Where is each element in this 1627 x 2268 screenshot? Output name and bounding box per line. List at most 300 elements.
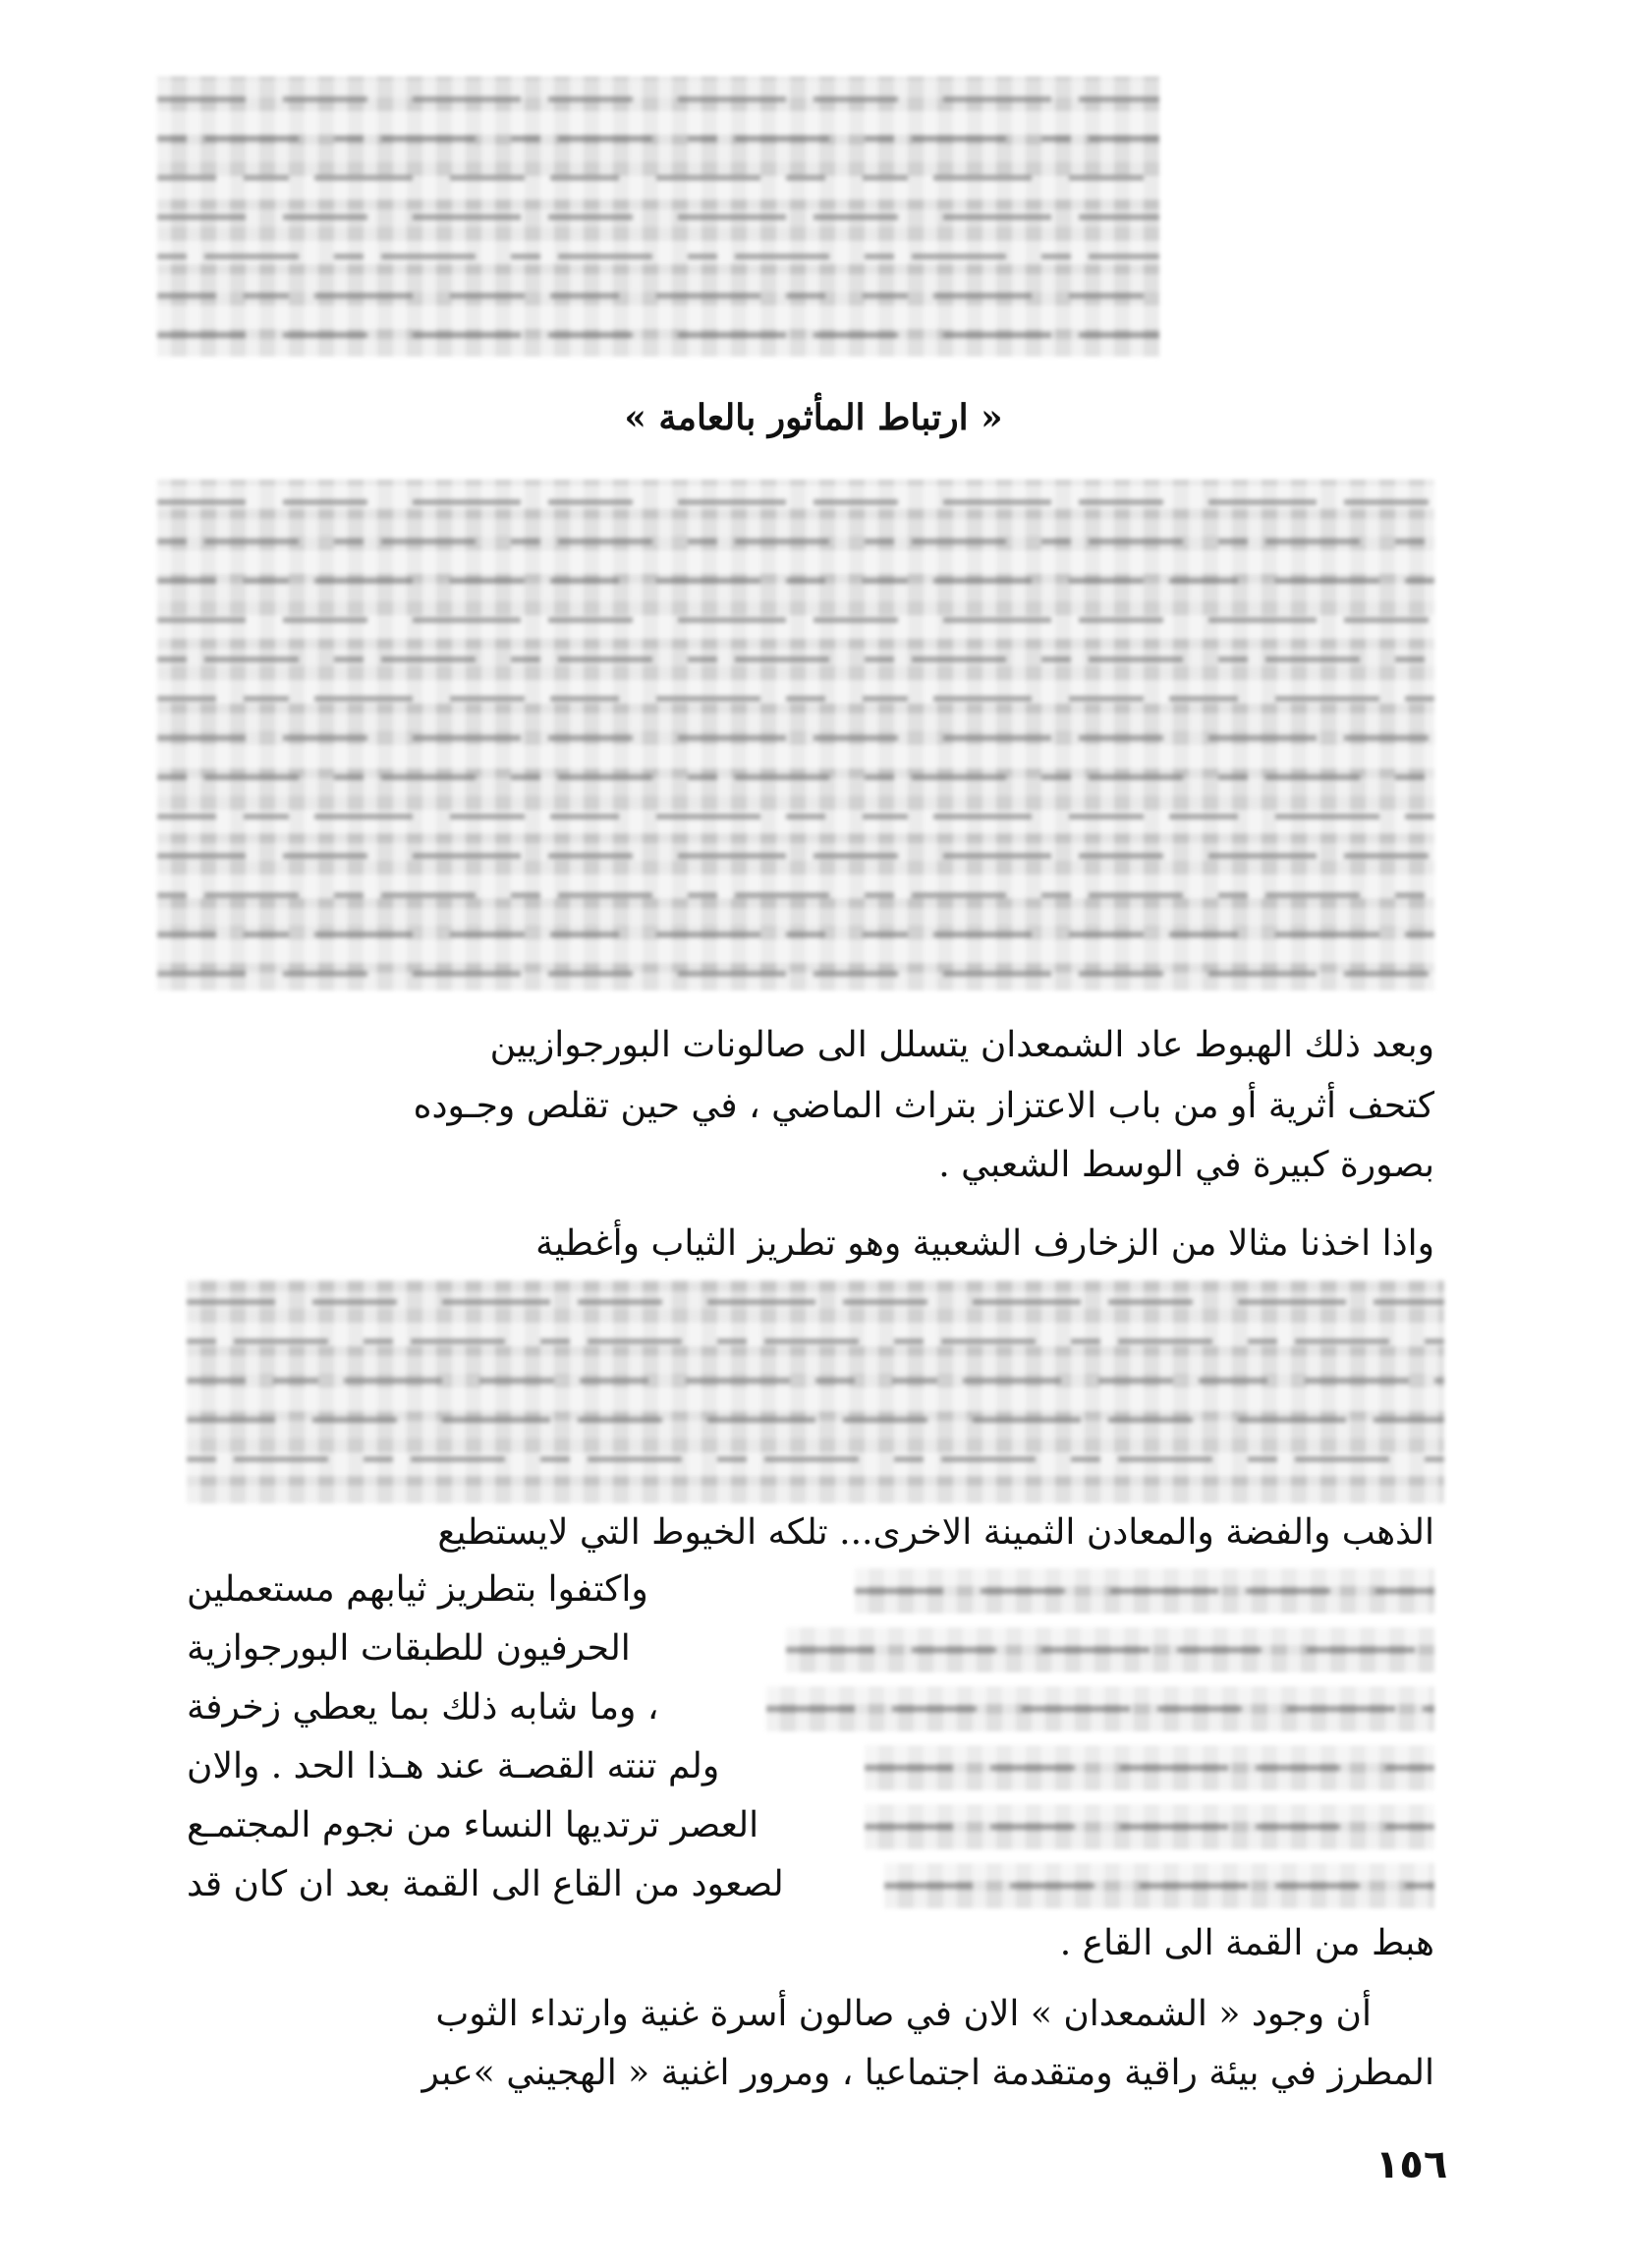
obscured-stroke: [1157, 1706, 1242, 1712]
obscured-stroke: [244, 578, 289, 584]
obscured-stroke: [381, 254, 476, 259]
obscured-stroke: [814, 735, 898, 741]
obscured-stroke: [943, 735, 1051, 741]
obscured-stroke: [786, 175, 825, 181]
obscured-stroke: [540, 1456, 570, 1462]
obscured-stroke: [157, 175, 216, 181]
obscured-stroke: [1079, 735, 1163, 741]
obscured-stroke: [1275, 578, 1379, 584]
obscured-stroke: [912, 539, 1006, 544]
obscured-stroke: [187, 1338, 216, 1344]
obscured-stroke: [550, 175, 619, 181]
obscured-stroke: [678, 853, 786, 859]
obscured-stroke: [157, 971, 246, 977]
obscured-stroke: [933, 696, 1032, 702]
obscured-stroke: [766, 1706, 855, 1712]
obscured-stroke: [411, 1456, 505, 1462]
obscured-stroke: [1374, 1299, 1444, 1305]
obscured-stroke: [688, 539, 717, 544]
obscured-stroke: [1405, 1883, 1434, 1889]
obscured-stroke: [1305, 1378, 1409, 1384]
obscured-stroke: [1041, 892, 1071, 898]
obscured-stroke: [1199, 1378, 1267, 1384]
obscured-stroke: [312, 1299, 397, 1305]
obscured-stroke: [863, 175, 908, 181]
obscured-stroke: [1375, 1588, 1434, 1594]
obscured-stroke: [511, 892, 540, 898]
text-line: العصر ترتديها النساء من نجوم المجتمـع: [187, 1805, 759, 1845]
obscured-stroke: [678, 332, 786, 338]
obscured-stroke: [814, 617, 898, 623]
obscured-text-fragment: [766, 1686, 1434, 1731]
obscured-stroke: [735, 656, 829, 662]
obscured-stroke: [204, 539, 299, 544]
obscured-stroke: [1385, 1824, 1434, 1830]
obscured-stroke: [1079, 853, 1163, 859]
text-line: واذا اخذنا مثالا من الزخارف الشعبية وهو تطريز الثياب وأغطية: [535, 1223, 1434, 1264]
obscured-stroke: [314, 696, 413, 702]
obscured-stroke: [990, 1765, 1075, 1771]
obscured-stroke: [1307, 1647, 1415, 1653]
obscured-stroke: [933, 293, 1032, 299]
obscured-stroke: [1218, 774, 1248, 780]
obscured-stroke: [814, 332, 898, 338]
obscured-stroke: [550, 578, 619, 584]
obscured-stroke: [933, 175, 1032, 181]
obscured-stroke: [1010, 1883, 1094, 1889]
obscured-stroke: [1089, 774, 1183, 780]
obscured-stroke: [1079, 96, 1159, 102]
obscured-stroke: [381, 892, 476, 898]
obscured-stroke: [707, 1299, 815, 1305]
obscured-stroke: [244, 814, 289, 820]
obscured-stroke: [244, 932, 289, 937]
obscured-stroke: [511, 656, 540, 662]
obscured-stroke: [314, 578, 413, 584]
obscured-stroke: [764, 1456, 859, 1462]
obscured-stroke: [1344, 499, 1429, 505]
obscured-stroke: [686, 1378, 790, 1384]
obscured-stroke: [1079, 214, 1159, 220]
obscured-text-fragment: [865, 1804, 1434, 1849]
text-line: لصعود من القاع الى القمة بعد ان كان قد: [187, 1864, 784, 1904]
obscured-stroke: [558, 892, 652, 898]
obscured-stroke: [1275, 1883, 1360, 1889]
obscured-stroke: [943, 971, 1051, 977]
text-line: المطرز في بيئة راقية ومتقدمة اجتماعيا ، ومرور اغنية « الهجيني »عبر: [421, 2053, 1434, 2093]
obscured-stroke: [1248, 1338, 1277, 1344]
obscured-stroke: [1071, 1338, 1100, 1344]
obscured-stroke: [863, 814, 908, 820]
obscured-stroke: [511, 254, 540, 259]
obscured-stroke: [381, 539, 476, 544]
obscured-stroke: [450, 578, 525, 584]
obscured-stroke: [550, 814, 619, 820]
obscured-stroke: [558, 136, 652, 142]
obscured-stroke: [234, 1338, 328, 1344]
obscured-stroke: [707, 1417, 815, 1423]
obscured-stroke: [892, 1378, 937, 1384]
obscured-stroke: [943, 617, 1051, 623]
obscured-stroke: [1208, 617, 1317, 623]
obscured-stroke: [1041, 254, 1071, 259]
obscured-stroke: [334, 774, 364, 780]
obscured-stroke: [381, 774, 476, 780]
obscured-stroke: [814, 214, 898, 220]
obscured-stroke: [865, 1824, 953, 1830]
obscured-stroke: [450, 696, 525, 702]
obscured-stroke: [1295, 1456, 1389, 1462]
obscured-stroke: [1265, 656, 1360, 662]
obscured-stroke: [1118, 1338, 1212, 1344]
obscured-stroke: [283, 971, 367, 977]
obscured-stroke: [511, 136, 540, 142]
obscured-stroke: [963, 1378, 1061, 1384]
obscured-stroke: [656, 696, 760, 702]
obscured-stroke: [1041, 656, 1071, 662]
obscured-stroke: [580, 1378, 648, 1384]
obscured-stroke: [865, 136, 894, 142]
obscured-stroke: [678, 214, 786, 220]
obscured-stroke: [1108, 1417, 1193, 1423]
obscured-stroke: [1208, 499, 1317, 505]
obscured-stroke: [1079, 971, 1163, 977]
obscured-stroke: [204, 136, 299, 142]
obscured-stroke: [550, 696, 619, 702]
obscured-stroke: [656, 578, 760, 584]
obscured-stroke: [814, 96, 898, 102]
obscured-stroke: [558, 656, 652, 662]
obscured-stroke: [450, 814, 525, 820]
obscured-stroke: [735, 539, 829, 544]
obscured-stroke: [1098, 1378, 1173, 1384]
obscured-stroke: [1395, 892, 1425, 898]
obscured-stroke: [973, 1417, 1081, 1423]
obscured-stroke: [283, 617, 367, 623]
obscured-stroke: [314, 814, 413, 820]
obscured-stroke: [855, 1588, 943, 1594]
obscured-stroke: [450, 175, 525, 181]
obscured-stroke: [688, 774, 717, 780]
obscured-stroke: [1405, 696, 1434, 702]
obscured-stroke: [764, 1338, 859, 1344]
obscured-stroke: [1405, 932, 1434, 937]
text-line: أن وجود « الشمعدان » الان في صالون أسرة غنية وارتداء الثوب: [435, 1994, 1372, 2034]
obscured-stroke: [943, 214, 1051, 220]
obscured-stroke: [344, 1378, 442, 1384]
obscured-stroke: [157, 853, 246, 859]
obscured-stroke: [912, 656, 1006, 662]
obscured-stroke: [413, 96, 521, 102]
text-line: وبعد ذلك الهبوط عاد الشمعدان يتسلل الى صالونات البورجوازيين: [489, 1025, 1434, 1065]
obscured-stroke: [283, 96, 367, 102]
obscured-stroke: [283, 499, 367, 505]
page-number: ١٥٦: [1375, 2142, 1448, 2187]
obscured-stroke: [863, 932, 908, 937]
obscured-stroke: [204, 774, 299, 780]
obscured-stroke: [413, 332, 521, 338]
obscured-stroke: [413, 617, 521, 623]
obscured-stroke: [244, 293, 289, 299]
obscured-stroke: [1069, 175, 1144, 181]
obscured-stroke: [1069, 696, 1144, 702]
obscured-stroke: [314, 932, 413, 937]
obscured-stroke: [1041, 136, 1071, 142]
obscured-stroke: [157, 499, 246, 505]
obscured-stroke: [1169, 932, 1238, 937]
obscured-stroke: [894, 1456, 924, 1462]
obscured-stroke: [943, 853, 1051, 859]
obscured-stroke: [588, 1456, 682, 1462]
obscured-stroke: [912, 254, 1006, 259]
obscured-stroke: [234, 1456, 328, 1462]
obscured-stroke: [157, 892, 187, 898]
obscured-stroke: [865, 892, 894, 898]
obscured-stroke: [892, 1706, 977, 1712]
obscured-stroke: [1405, 578, 1434, 584]
obscured-stroke: [1275, 932, 1379, 937]
obscured-stroke: [1344, 853, 1429, 859]
obscured-stroke: [1344, 735, 1429, 741]
obscured-stroke: [273, 1378, 318, 1384]
obscured-stroke: [656, 932, 760, 937]
obscured-stroke: [411, 1338, 505, 1344]
obscured-stroke: [1256, 1765, 1340, 1771]
obscured-stroke: [786, 932, 825, 937]
obscured-stroke: [735, 774, 829, 780]
obscured-stroke: [548, 971, 633, 977]
obscured-stroke: [912, 1647, 996, 1653]
obscured-stroke: [1385, 1765, 1434, 1771]
obscured-stroke: [843, 1417, 927, 1423]
obscured-stroke: [688, 892, 717, 898]
obscured-stroke: [1218, 539, 1248, 544]
obscured-stroke: [334, 656, 364, 662]
obscured-stroke: [786, 293, 825, 299]
obscured-stroke: [656, 175, 760, 181]
obscured-stroke: [558, 539, 652, 544]
obscured-stroke: [1395, 656, 1425, 662]
obscured-stroke: [413, 971, 521, 977]
obscured-stroke: [1256, 1824, 1340, 1830]
obscured-stroke: [1275, 814, 1379, 820]
obscured-stroke: [894, 1338, 924, 1344]
obscured-stroke: [1218, 656, 1248, 662]
obscured-stroke: [187, 1378, 246, 1384]
obscured-stroke: [550, 293, 619, 299]
obscured-stroke: [1265, 539, 1360, 544]
obscured-stroke: [1069, 814, 1144, 820]
obscured-stroke: [865, 539, 894, 544]
obscured-stroke: [204, 254, 299, 259]
text-line: كتحف أثرية أو من باب الاعتزاز بتراث الماضي ، في حين تقلص وجـوده: [413, 1086, 1434, 1126]
obscured-stroke: [865, 254, 894, 259]
obscured-stroke: [735, 136, 829, 142]
obscured-stroke: [334, 892, 364, 898]
obscured-stroke: [187, 1456, 216, 1462]
obscured-stroke: [815, 1378, 855, 1384]
section-heading: « ارتباط المأثور بالعامة »: [624, 397, 1003, 438]
obscured-stroke: [1238, 1417, 1346, 1423]
obscured-stroke: [688, 254, 717, 259]
obscured-stroke: [1110, 1588, 1218, 1594]
obscured-stroke: [656, 814, 760, 820]
obscured-stroke: [540, 1338, 570, 1344]
obscured-stroke: [1434, 1378, 1444, 1384]
obscured-stroke: [1069, 932, 1144, 937]
obscured-stroke: [863, 696, 908, 702]
obscured-stroke: [1079, 617, 1163, 623]
obscured-stroke: [1344, 617, 1429, 623]
obscured-stroke: [1275, 696, 1379, 702]
obscured-stroke: [912, 892, 1006, 898]
obscured-stroke: [1405, 814, 1434, 820]
obscured-stroke: [1169, 696, 1238, 702]
obscured-stroke: [735, 254, 829, 259]
obscured-stroke: [1287, 1706, 1395, 1712]
obscured-stroke: [1118, 1456, 1212, 1462]
obscured-text-block-top: [157, 77, 1159, 357]
obscured-stroke: [678, 499, 786, 505]
obscured-stroke: [678, 96, 786, 102]
obscured-stroke: [283, 735, 367, 741]
text-line: واكتفوا بتطريز ثيابهم مستعملين: [187, 1569, 648, 1610]
obscured-stroke: [157, 254, 187, 259]
obscured-stroke: [334, 136, 364, 142]
obscured-stroke: [912, 774, 1006, 780]
obscured-stroke: [157, 735, 246, 741]
obscured-stroke: [943, 96, 1051, 102]
obscured-stroke: [1395, 539, 1425, 544]
obscured-text-block-middle: [157, 480, 1434, 991]
obscured-stroke: [283, 853, 367, 859]
obscured-stroke: [1238, 1299, 1346, 1305]
obscured-stroke: [863, 293, 908, 299]
obscured-stroke: [364, 1456, 393, 1462]
obscured-stroke: [678, 735, 786, 741]
obscured-stroke: [1265, 774, 1360, 780]
obscured-stroke: [1069, 293, 1144, 299]
obscured-stroke: [548, 499, 633, 505]
obscured-stroke: [1108, 1299, 1193, 1305]
obscured-stroke: [157, 932, 216, 937]
obscured-stroke: [981, 1588, 1065, 1594]
obscured-stroke: [786, 696, 825, 702]
obscured-stroke: [283, 214, 367, 220]
obscured-stroke: [688, 136, 717, 142]
obscured-text-fragment: [865, 1745, 1434, 1790]
obscured-stroke: [558, 774, 652, 780]
obscured-stroke: [912, 136, 1006, 142]
obscured-stroke: [865, 1765, 953, 1771]
obscured-stroke: [187, 1417, 275, 1423]
obscured-stroke: [1120, 1824, 1228, 1830]
obscured-stroke: [943, 499, 1051, 505]
obscured-stroke: [990, 1824, 1075, 1830]
text-line: بصورة كبيرة في الوسط الشعبي .: [938, 1145, 1434, 1185]
obscured-stroke: [1169, 578, 1238, 584]
obscured-stroke: [588, 1338, 682, 1344]
obscured-stroke: [314, 175, 413, 181]
obscured-stroke: [157, 696, 216, 702]
obscured-stroke: [1246, 1588, 1330, 1594]
obscured-stroke: [786, 814, 825, 820]
obscured-stroke: [1089, 539, 1183, 544]
obscured-stroke: [381, 656, 476, 662]
obscured-stroke: [1374, 1417, 1444, 1423]
obscured-stroke: [1248, 1456, 1277, 1462]
obscured-stroke: [334, 539, 364, 544]
obscured-stroke: [244, 175, 289, 181]
text-line: ، وما شابه ذلك بما يعطي زخرفة: [187, 1687, 659, 1728]
obscured-stroke: [933, 932, 1032, 937]
obscured-stroke: [511, 539, 540, 544]
obscured-stroke: [1140, 1883, 1248, 1889]
obscured-stroke: [548, 96, 633, 102]
obscured-stroke: [450, 293, 525, 299]
obscured-stroke: [157, 214, 246, 220]
obscured-stroke: [973, 1299, 1081, 1305]
obscured-stroke: [558, 254, 652, 259]
obscured-stroke: [157, 332, 246, 338]
obscured-stroke: [884, 1883, 973, 1889]
obscured-stroke: [187, 1299, 275, 1305]
obscured-stroke: [814, 499, 898, 505]
obscured-stroke: [283, 332, 367, 338]
obscured-stroke: [735, 892, 829, 898]
obscured-stroke: [511, 774, 540, 780]
obscured-stroke: [1089, 656, 1183, 662]
obscured-stroke: [843, 1299, 927, 1305]
obscured-stroke: [1089, 254, 1159, 259]
obscured-stroke: [204, 892, 299, 898]
obscured-stroke: [550, 932, 619, 937]
obscured-stroke: [413, 735, 521, 741]
obscured-text-fragment: [786, 1627, 1434, 1673]
obscured-stroke: [688, 656, 717, 662]
obscured-stroke: [442, 1299, 550, 1305]
obscured-stroke: [548, 332, 633, 338]
obscured-text-fragment: [855, 1568, 1434, 1614]
obscured-stroke: [548, 735, 633, 741]
obscured-stroke: [364, 1338, 393, 1344]
obscured-stroke: [933, 814, 1032, 820]
obscured-stroke: [157, 293, 216, 299]
obscured-stroke: [1425, 1456, 1444, 1462]
obscured-stroke: [717, 1338, 747, 1344]
obscured-stroke: [786, 578, 825, 584]
obscured-stroke: [479, 1378, 554, 1384]
obscured-stroke: [312, 1417, 397, 1423]
obscured-stroke: [1022, 1706, 1130, 1712]
obscured-stroke: [656, 293, 760, 299]
obscured-stroke: [1177, 1647, 1262, 1653]
obscured-stroke: [157, 578, 216, 584]
obscured-stroke: [157, 656, 187, 662]
obscured-stroke: [1295, 1338, 1389, 1344]
text-line: هبط من القمة الى القاع .: [1059, 1923, 1434, 1963]
obscured-stroke: [863, 578, 908, 584]
obscured-stroke: [442, 1417, 550, 1423]
obscured-stroke: [717, 1456, 747, 1462]
obscured-stroke: [941, 1456, 1036, 1462]
obscured-stroke: [157, 136, 187, 142]
obscured-stroke: [244, 696, 289, 702]
obscured-stroke: [450, 932, 525, 937]
obscured-stroke: [1265, 892, 1360, 898]
obscured-stroke: [157, 617, 246, 623]
obscured-stroke: [1208, 735, 1317, 741]
